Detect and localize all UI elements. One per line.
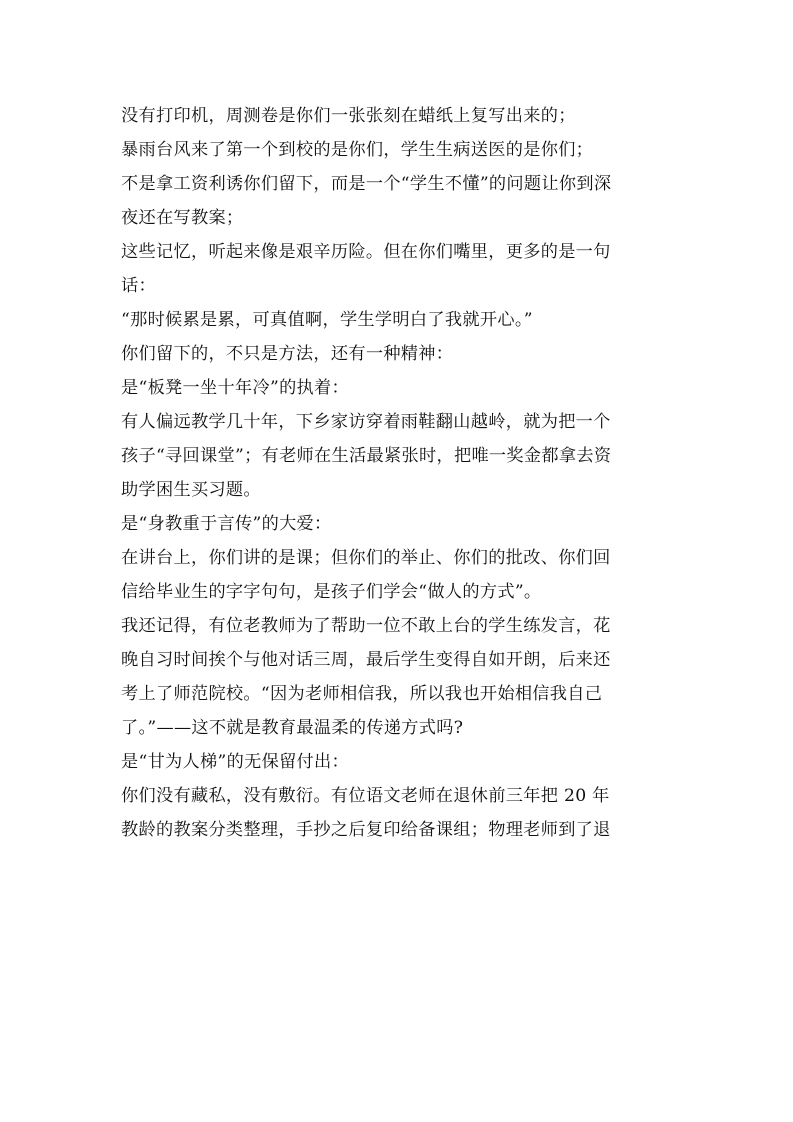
text-line: 考上了师范院校。“因为老师相信我，所以我也开始相信我自己: [121, 684, 603, 704]
text-line: 信给毕业生的字字句句，是孩子们学会“做人的方式”。: [121, 582, 542, 602]
text-line: 有人偏远教学几十年，下乡家访穿着雨鞋翻山越岭，就为把一个: [121, 412, 611, 432]
document-body: [121, 99, 681, 847]
text-line: 你们没有藏私，没有敷衍。有位语文老师在退休前三年把 20 年: [121, 786, 610, 806]
text-line: 你们留下的，不只是方法，还有一种精神：: [121, 344, 454, 364]
text-line: 是“身教重于言传”的大爱：: [121, 514, 332, 534]
text-line: 暴雨台风来了第一个到校的是你们，学生生病送医的是你们；: [121, 140, 594, 160]
text-line: 这些记忆，听起来像是艰辛历险。但在你们嘴里，更多的是一句: [121, 242, 611, 262]
text-line: 不是拿工资利诱你们留下，而是一个“学生不懂”的问题让你到深: [121, 174, 612, 194]
text-line: 教龄的教案分类整理，手抄之后复印给备课组；物理老师到了退: [121, 820, 611, 840]
text-line: 我还记得，有位老教师为了帮助一位不敢上台的学生练发言，花: [121, 616, 611, 636]
text-line: 是“板凳一坐十年冷”的执着：: [121, 378, 350, 398]
text-line: 是“甘为人梯”的无保留付出：: [121, 752, 350, 772]
text-line: 了。”——这不就是教育最温柔的传递方式吗?: [121, 718, 464, 738]
text-line: 夜还在写教案；: [121, 208, 244, 228]
text-line: 话：: [121, 276, 156, 296]
text-line: “那时候累是累，可真值啊，学生学明白了我就开心。”: [121, 310, 533, 330]
text-line: 晚自习时间挨个与他对话三周，最后学生变得自如开朗，后来还: [121, 650, 611, 670]
text-line: 孩子“寻回课堂”；有老师在生活最紧张时，把唯一奖金都拿去资: [121, 446, 612, 466]
text-line: 助学困生买习题。: [121, 480, 261, 500]
text-line: 在讲台上，你们讲的是课；但你们的举止、你们的批改、你们回: [121, 548, 611, 568]
text-line: 没有打印机，周测卷是你们一张张刻在蜡纸上复写出来的；: [121, 106, 576, 126]
